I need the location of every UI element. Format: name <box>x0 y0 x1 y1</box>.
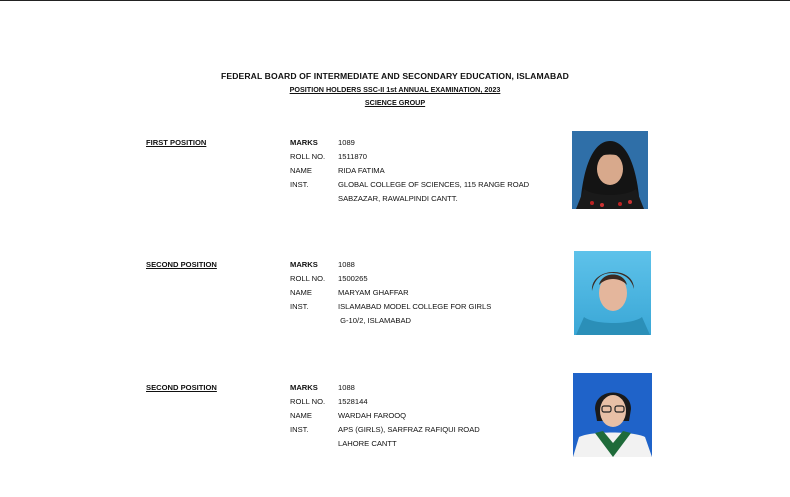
inst-line1: APS (GIRLS), SARFRAZ RAFIQUI ROAD <box>338 425 480 434</box>
roll-label: ROLL NO. <box>290 397 326 406</box>
position-title: FIRST POSITION <box>146 138 207 147</box>
marks-label: MARKS <box>290 260 318 269</box>
student-photo <box>574 251 651 335</box>
inst-label: INST. <box>290 302 309 311</box>
name-label: NAME <box>290 411 312 420</box>
name-value: MARYAM GHAFFAR <box>338 288 409 297</box>
name-label: NAME <box>290 166 312 175</box>
position-title: SECOND POSITION <box>146 260 217 269</box>
inst-line2: SABZAZAR, RAWALPINDI CANTT. <box>338 194 458 203</box>
group-title: SCIENCE GROUP <box>364 98 426 107</box>
board-title: FEDERAL BOARD OF INTERMEDIATE AND SECONDARY EDUCATION, ISLAMABAD <box>221 71 569 81</box>
student-photo <box>573 373 652 457</box>
name-value: RIDA FATIMA <box>338 166 385 175</box>
inst-line2: LAHORE CANTT <box>338 439 397 448</box>
name-value: WARDAH FAROOQ <box>338 411 407 420</box>
marks-label: MARKS <box>290 138 318 147</box>
top-border <box>0 0 790 1</box>
marks-value: 1089 <box>338 138 355 147</box>
roll-value: 1500265 <box>338 274 368 283</box>
exam-subtitle: POSITION HOLDERS SSC-II 1st ANNUAL EXAMINATION, 2023 <box>289 85 501 94</box>
position-title: SECOND POSITION <box>146 383 217 392</box>
marks-value: 1088 <box>338 383 355 392</box>
position-holder-3 <box>0 373 790 483</box>
student-photo <box>572 131 648 209</box>
roll-value: 1511870 <box>338 152 367 161</box>
inst-line1: ISLAMABAD MODEL COLLEGE FOR GIRLS <box>338 302 492 311</box>
roll-label: ROLL NO. <box>290 274 326 283</box>
roll-label: ROLL NO. <box>290 152 326 161</box>
position-holder-2 <box>0 250 790 360</box>
inst-label: INST. <box>290 180 309 189</box>
inst-line2: G-10/2, ISLAMABAD <box>338 316 412 325</box>
position-holder-1 <box>0 128 790 238</box>
name-label: NAME <box>290 288 312 297</box>
inst-label: INST. <box>290 425 309 434</box>
marks-value: 1088 <box>338 260 355 269</box>
roll-value: 1528144 <box>338 397 368 406</box>
marks-label: MARKS <box>290 383 318 392</box>
inst-line1: GLOBAL COLLEGE OF SCIENCES, 115 RANGE ROAD <box>338 180 530 189</box>
